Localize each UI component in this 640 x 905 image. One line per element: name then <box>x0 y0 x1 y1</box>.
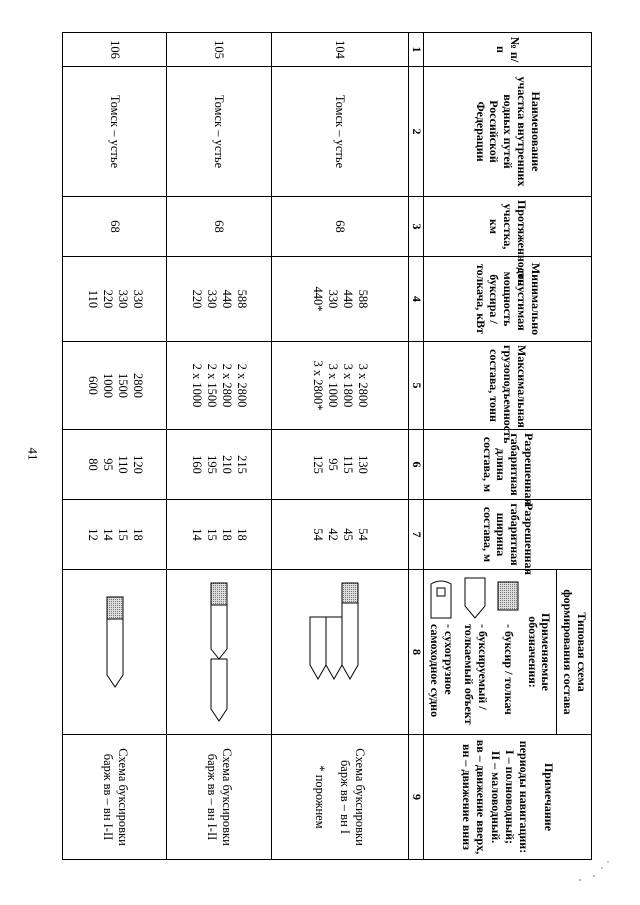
column-number: 8 <box>408 570 423 735</box>
towed-object-icon <box>310 617 326 679</box>
capacity-value: 1500 <box>115 373 130 398</box>
remark-line: вв – движение вверх, <box>474 739 489 855</box>
towed-object-icon <box>211 605 227 659</box>
remark-line: I – полноводный; <box>503 749 517 845</box>
row-section: Томск – устье <box>63 67 168 197</box>
rotated-table-sheet <box>62 32 592 859</box>
capacity-value: 2 х 2800 <box>220 363 235 408</box>
header-remark-title: Примечание <box>542 762 557 832</box>
note-line: барж вв – вн I-II <box>205 753 220 841</box>
power-value: 440 <box>340 289 355 309</box>
towed-object-icon <box>342 603 358 679</box>
width-value: 14 <box>100 528 115 541</box>
power-value: 440 <box>220 289 235 309</box>
row-length: 68 <box>63 197 168 257</box>
capacity-value: 3 х 2800 <box>355 363 370 408</box>
tug-pusher-icon <box>342 583 358 603</box>
row-scheme <box>271 570 408 735</box>
column-number: 9 <box>408 735 423 860</box>
capacity-value: 3 х 1800 <box>340 363 355 408</box>
capacity-value: 1000 <box>100 373 115 398</box>
header-width-m: Разрешенная габаритная ширина состава, м <box>423 500 591 570</box>
note-line: барж вв – вн I <box>338 759 353 835</box>
note-line: Схема буксировки <box>115 748 130 846</box>
row-capacity <box>63 342 168 430</box>
legend-items <box>428 576 521 728</box>
length-value: 115 <box>340 455 355 474</box>
length-value: 130 <box>355 455 370 474</box>
capacity-value: 600 <box>85 376 100 395</box>
table-row <box>271 33 408 860</box>
capacity-value: 2 х 1500 <box>205 363 220 408</box>
header-length: Протяженность участка, км <box>423 197 591 257</box>
note-extra: * порожнем <box>313 765 328 829</box>
row-section: Томск – устье <box>167 67 271 197</box>
legend <box>424 570 557 734</box>
column-number: 2 <box>408 67 423 197</box>
row-width-m <box>63 500 168 570</box>
row-power <box>63 257 168 342</box>
width-value: 18 <box>220 528 235 541</box>
power-value: 440* <box>310 286 325 312</box>
length-value: 195 <box>205 455 220 474</box>
row-note <box>271 735 408 860</box>
width-value: 14 <box>190 528 205 541</box>
length-value: 120 <box>130 455 145 474</box>
column-number-row <box>408 33 423 860</box>
power-value: 330 <box>205 289 220 309</box>
capacity-value: 2 х 2800 <box>235 363 250 408</box>
header-row <box>423 33 591 860</box>
towed-object-icon <box>211 659 227 721</box>
width-value: 12 <box>85 528 100 541</box>
column-number: 1 <box>408 33 423 67</box>
capacity-value: 2800 <box>130 373 145 398</box>
capacity-value: 3 х 1000 <box>325 363 340 408</box>
length-value: 125 <box>310 455 325 474</box>
row-power <box>167 257 271 342</box>
tug-pusher-icon <box>211 583 227 605</box>
row-scheme <box>63 570 168 735</box>
header-scheme-title: Типовая схема формирования состава <box>556 570 591 734</box>
towed-object-icon <box>326 617 342 679</box>
power-value: 588 <box>355 289 370 309</box>
length-value: 110 <box>115 455 130 474</box>
header-capacity: Максимальная грузоподъемность состава, тонн <box>423 342 591 430</box>
power-value: 588 <box>235 289 250 309</box>
width-value: 54 <box>355 528 370 541</box>
row-scheme <box>167 570 271 735</box>
row-num: 104 <box>271 33 408 67</box>
header-num: № п/п <box>423 33 591 67</box>
width-value: 45 <box>340 528 355 541</box>
capacity-value: 3 х 2800* <box>310 360 325 411</box>
column-number: 7 <box>408 500 423 570</box>
width-value: 42 <box>325 528 340 541</box>
width-value: 15 <box>115 528 130 541</box>
table-row <box>167 33 271 860</box>
formation-scheme-diagram <box>90 577 140 727</box>
row-capacity <box>271 342 408 430</box>
header-power: Минимально допустимая мощность буксира / толкача, кВт <box>423 257 591 342</box>
header-remark <box>423 735 591 860</box>
towed-object-icon <box>107 619 123 687</box>
row-note <box>63 735 168 860</box>
formation-scheme-diagram <box>194 577 244 727</box>
power-value: 220 <box>190 289 205 309</box>
legend-label-tug: - буксир / толкач <box>501 624 516 715</box>
column-number: 4 <box>408 257 423 342</box>
remark-line: периоды навигации: <box>517 740 532 854</box>
column-number: 6 <box>408 430 423 500</box>
row-length: 68 <box>167 197 271 257</box>
length-value: 80 <box>85 458 100 471</box>
row-length-m <box>271 430 408 500</box>
header-scheme <box>423 570 591 735</box>
formation-scheme-diagram <box>300 577 380 727</box>
width-value: 18 <box>235 528 250 541</box>
row-note <box>167 735 271 860</box>
remark-line: II – маловодный. <box>488 750 503 844</box>
length-value: 215 <box>235 455 250 474</box>
row-section: Томск – устье <box>271 67 408 197</box>
header-section: Наименование участка внутренних водных путей Российской Федерации <box>423 67 591 197</box>
row-length-m <box>63 430 168 500</box>
legend-title: Применяемые обозначения: <box>525 612 554 692</box>
length-value: 160 <box>190 455 205 474</box>
row-capacity <box>167 342 271 430</box>
note-line: Схема буксировки <box>353 748 368 846</box>
row-length: 68 <box>271 197 408 257</box>
length-value: 95 <box>325 458 340 471</box>
power-value: 330 <box>325 289 340 309</box>
capacity-value: 2 х 1000 <box>190 363 205 408</box>
vessel-formation-table <box>62 32 592 860</box>
length-value: 95 <box>100 458 115 471</box>
row-num: 105 <box>167 33 271 67</box>
column-number: 5 <box>408 342 423 430</box>
tug-pusher-icon <box>107 597 123 619</box>
self-propelled-vessel-icon <box>428 576 454 620</box>
legend-label-towed: - буксируемый / толкаемый объект <box>462 624 490 725</box>
table-row <box>63 33 168 860</box>
length-value: 210 <box>220 455 235 474</box>
width-value: 54 <box>310 528 325 541</box>
width-value: 18 <box>130 528 145 541</box>
row-length-m <box>167 430 271 500</box>
row-power <box>271 257 408 342</box>
power-value: 110 <box>85 289 100 309</box>
legend-label-vessel: - сухогрузное самоходное судно <box>428 624 457 718</box>
note-line: Схема буксировки <box>220 748 235 846</box>
power-value: 330 <box>115 289 130 309</box>
row-width-m <box>271 500 408 570</box>
tug-pusher-icon <box>495 576 521 616</box>
power-value: 220 <box>100 289 115 309</box>
header-length-m: Разрешенная габаритная длина состава, м <box>423 430 591 500</box>
width-value: 15 <box>205 528 220 541</box>
column-number: 3 <box>408 197 423 257</box>
row-width-m <box>167 500 271 570</box>
header-remark-periods <box>459 738 531 856</box>
row-num: 106 <box>63 33 168 67</box>
remark-line: вн – движение вниз <box>459 743 474 850</box>
towed-object-icon <box>462 576 488 620</box>
note-line: барж вв – вн I-II <box>100 753 115 841</box>
power-value: 330 <box>130 289 145 309</box>
page-number: 41 <box>25 447 41 461</box>
scan-noise-marks <box>568 858 618 888</box>
